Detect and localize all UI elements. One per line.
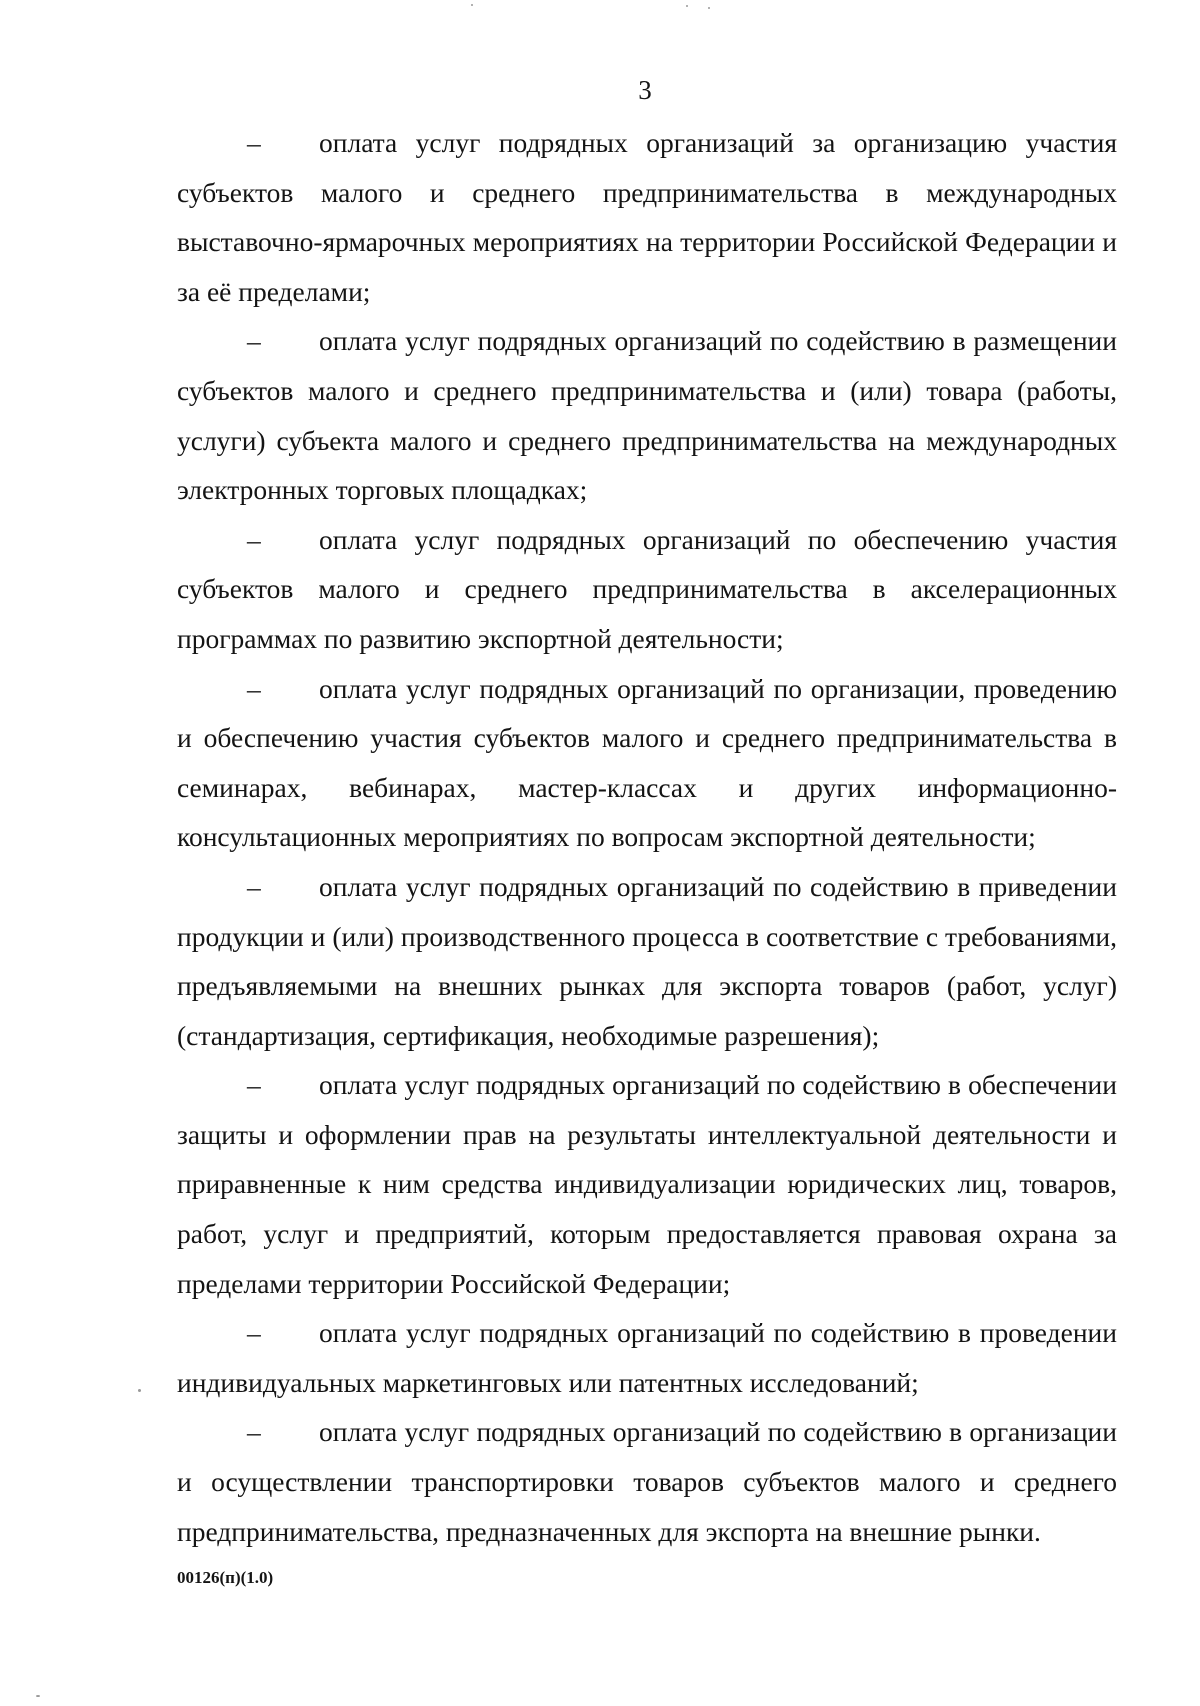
page-number: 3 — [638, 75, 652, 105]
list-item — [177, 664, 1117, 862]
list-item — [177, 316, 1117, 514]
scan-speck — [471, 4, 473, 6]
list-dash: – — [247, 672, 261, 704]
list-item — [177, 1407, 1117, 1556]
list-dash: – — [247, 127, 261, 158]
list-dash: – — [247, 1317, 261, 1349]
scan-speck — [708, 7, 710, 9]
list-item-text: оплата услуг подрядных организаций по содействию в размещении субъектов малого и среднего предпринимательства и (или) товара (работы, услуги) субъекта малого и среднего предпринимательства на международных электронных торговых площадках; — [177, 325, 1117, 506]
document-body — [177, 118, 1117, 1556]
list-item-text: оплата услуг подрядных организаций по содействию в приведении продукции и (или) производственного процесса в соответствие с требованиями, предъявляемыми на внешних рынках для экспорта товаров (работ, услуг) (стандартизация, сертификация, необходимые разрешения); — [177, 870, 1117, 1051]
list-item — [177, 515, 1117, 664]
scan-speck — [686, 5, 688, 7]
list-item-text: оплата услуг подрядных организаций за организацию участия субъектов малого и среднего предпринимательства в международных выставочно-ярмарочных мероприятиях на территории Российской Федерации и за её пределами; — [177, 127, 1117, 307]
list-item — [177, 862, 1117, 1060]
list-item — [177, 1308, 1117, 1407]
scan-speck — [138, 1389, 141, 1392]
list-dash: – — [247, 523, 261, 555]
list-item — [177, 1060, 1117, 1308]
list-item-text: оплата услуг подрядных организаций по содействию в проведении индивидуальных маркетинговых или патентных исследований; — [177, 1317, 1117, 1398]
list-item-text: оплата услуг подрядных организаций по обеспечению участия субъектов малого и среднего предпринимательства в акселерационных программах по развитию экспортной деятельности; — [177, 523, 1117, 654]
list-dash: – — [247, 1069, 261, 1101]
list-item-text: оплата услуг подрядных организаций по содействию в обеспечении защиты и оформлении прав на результаты интеллектуальной деятельности и приравненные к ним средства индивидуализации юридических лиц, товаров, работ, услуг и предприятий, которым предоставляется правовая охрана за пределами территории Российской Федерации; — [177, 1069, 1117, 1299]
list-item-text: оплата услуг подрядных организаций по содействию в организации и осуществлении транспортировки товаров субъектов малого и среднего предпринимательства, предназначенных для экспорта на внешние рынки. — [177, 1416, 1117, 1547]
list-dash: – — [247, 1416, 261, 1448]
list-item — [177, 118, 1117, 316]
document-code: 00126(п)(1.0) — [177, 1568, 274, 1587]
list-dash: – — [247, 870, 261, 902]
scan-speck — [36, 1695, 40, 1697]
list-item-text: оплата услуг подрядных организаций по организации, проведению и обеспечению участия субъектов малого и среднего предпринимательства в семинарах, вебинарах, мастер-классах и других информационно-консультационных мероприятиях по вопросам экспортной деятельности; — [177, 672, 1117, 853]
list-dash: – — [247, 325, 261, 357]
